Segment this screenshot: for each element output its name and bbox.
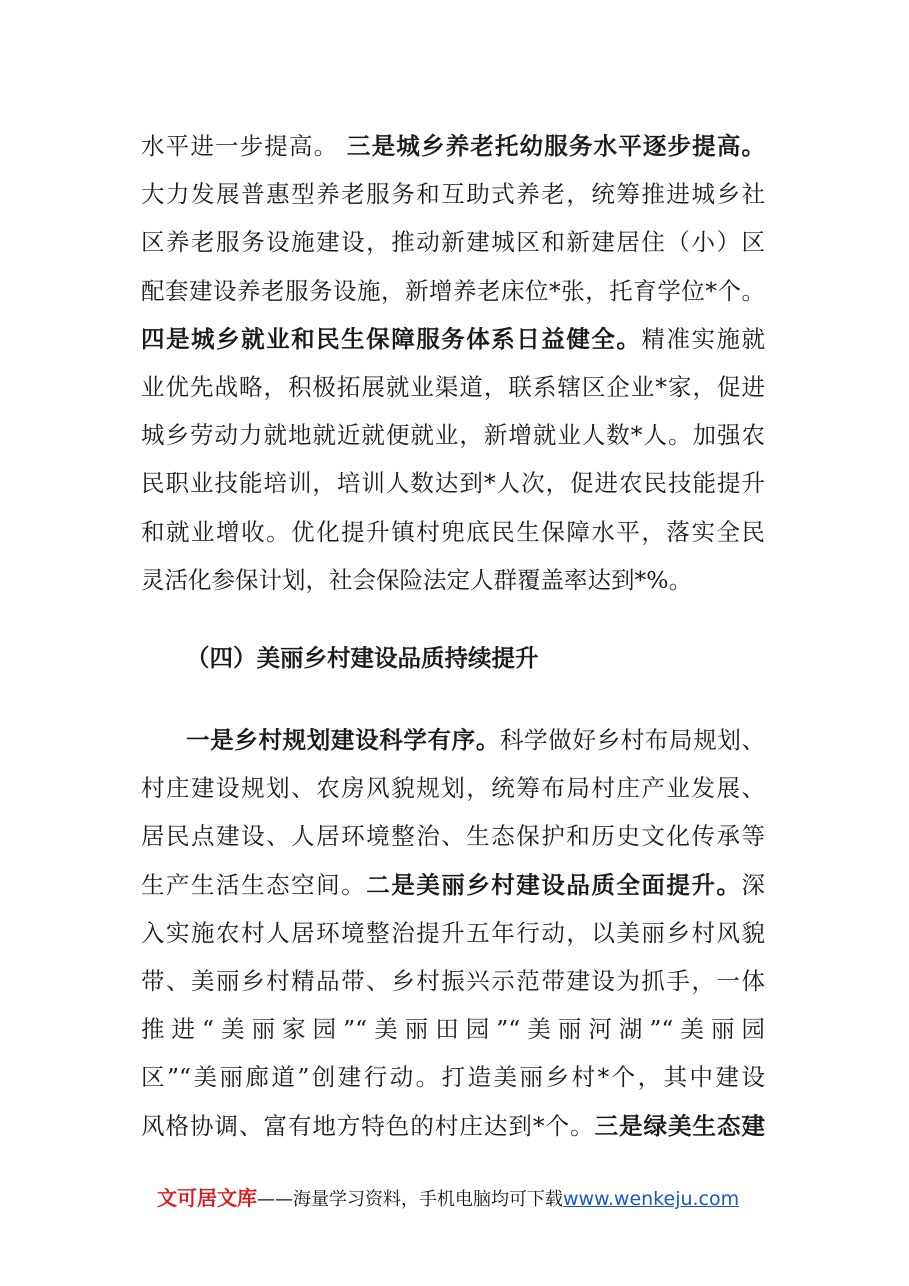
bold-text: 三是绿美生态建 (594, 1111, 765, 1140)
body-text: 生产生活生态空间。 (141, 870, 367, 899)
text-line (141, 961, 765, 1001)
body-text: 灵活化参保计划，社会保险法定人群覆盖率达到*%。 (141, 565, 693, 594)
bold-text: 二是美丽乡村建设品质全面提升。 (366, 870, 742, 899)
body-text: 居民点建设、人居环境整治、生态保护和历史文化传承等 (141, 822, 765, 851)
body-text: 区”“美丽廊道”创建行动。打造美丽乡村*个，其中建设 (141, 1063, 765, 1092)
text-line (141, 271, 765, 311)
text-line (141, 1106, 765, 1146)
text-line (141, 560, 765, 600)
body-text: 风格协调、富有地方特色的村庄达到*个。 (141, 1111, 595, 1140)
body-text: 城乡劳动力就地就近就便就业，新增就业人数*人。加强农 (141, 421, 765, 450)
text-line (141, 367, 765, 407)
body-text: 配套建设养老服务设施，新增养老床位*张，托育学位*个。 (141, 276, 765, 305)
bold-text: 四是城乡就业和民生保障服务体系日益健全。 (141, 324, 642, 353)
text-line (141, 463, 765, 503)
body-text: 民职业技能培训，培训人数达到*人次，促进农民技能提升 (141, 469, 765, 498)
bold-text: 一是乡村规划建设科学有序。 (186, 726, 500, 754)
body-text: 科学做好乡村布局规划、 (499, 726, 765, 754)
text-line (141, 319, 765, 359)
footer-banner (157, 1184, 739, 1212)
body-text: 区养老服务设施建设，推动新建城区和新建居住（小）区 (141, 228, 765, 257)
text-line (141, 126, 765, 166)
text-line (141, 512, 765, 552)
body-text: 精准实施就 (641, 324, 765, 353)
text-line (141, 174, 765, 214)
text-line (141, 913, 765, 953)
text-line (141, 816, 765, 856)
body-text: 和就业增收。优化提升镇村兜底民生保障水平，落实全民 (141, 517, 765, 546)
text-line (141, 1009, 765, 1049)
body-text: 深 (741, 870, 765, 899)
body-text: 带、美丽乡村精品带、乡村振兴示范带建设为抓手，一体 (141, 967, 765, 995)
body-text: 村庄建设规划、农房风貌规划，统筹布局村庄产业发展、 (141, 774, 765, 803)
text-line (141, 222, 765, 262)
text-line (141, 415, 765, 455)
bold-text: 三是城乡养老托幼服务水平逐步提高。 (346, 132, 765, 160)
text-line (141, 1057, 765, 1097)
section-heading: （四）美丽乡村建设品质持续提升 (186, 644, 539, 672)
text-line (141, 768, 765, 808)
body-text: 大力发展普惠型养老服务和互助式养老，统筹推进城乡社 (141, 180, 765, 209)
footer-description: ——海量学习资料，手机电脑均可下载 (257, 1189, 563, 1210)
body-text: 入实施农村人居环境整治提升五年行动，以美丽乡村风貌 (141, 918, 765, 947)
body-text: 水平进一步提高。 (141, 132, 347, 160)
footer-link[interactable]: www.wenkeju.com (563, 1188, 740, 1210)
body-text: 业优先战略，积极拓展就业渠道，联系辖区企业*家，促进 (141, 373, 765, 401)
footer-brand: 文可居文库 (157, 1186, 257, 1210)
text-line (141, 865, 765, 905)
text-line (186, 720, 765, 760)
body-text: 推进“美丽家园”“美丽田园”“美丽河湖”“美丽园 (141, 1015, 765, 1044)
